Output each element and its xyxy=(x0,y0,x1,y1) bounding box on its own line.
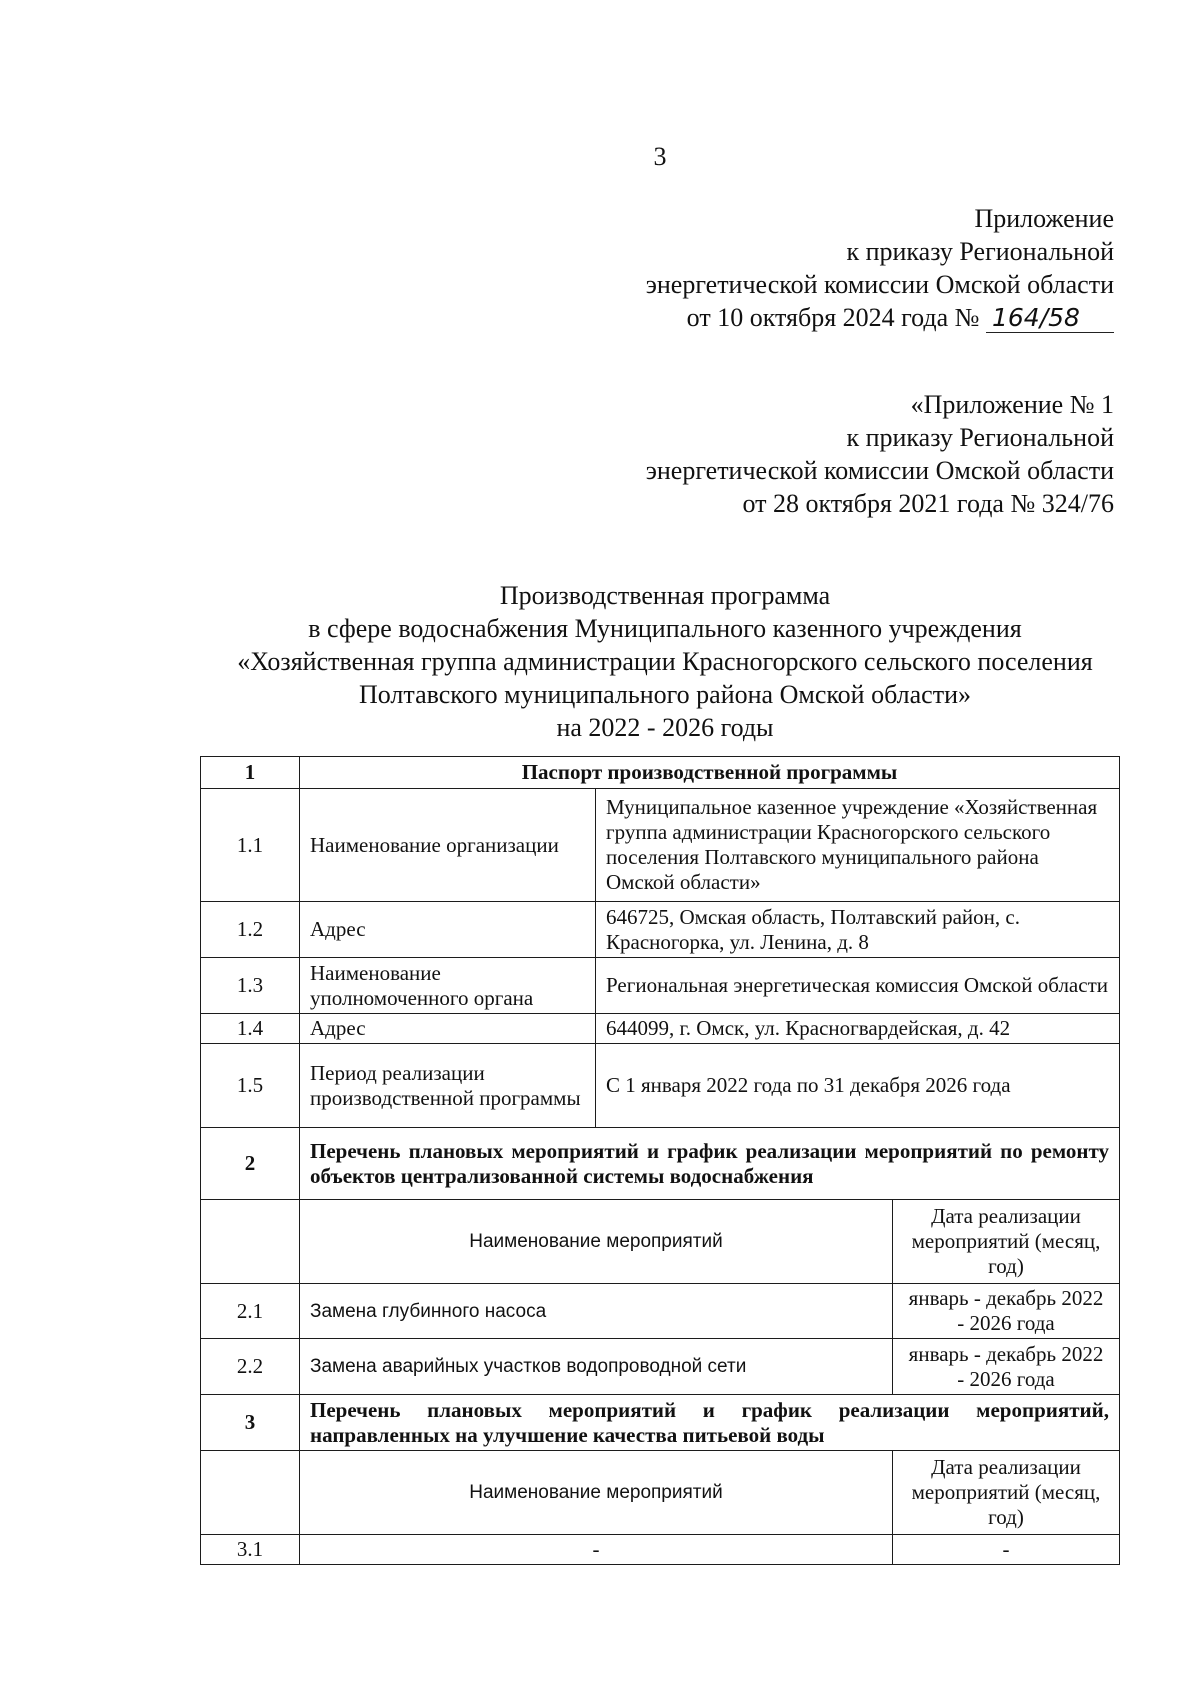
page-number: 3 xyxy=(653,142,667,171)
row-activity: Замена аварийных участков водопроводной сети xyxy=(300,1339,893,1395)
table-row xyxy=(201,1014,1120,1044)
program-table xyxy=(200,756,1120,1565)
table-header-row xyxy=(201,1200,1120,1284)
row-value: 644099, г. Омск, ул. Красногвардейская, д. 42 xyxy=(596,1014,1120,1044)
row-label: Адрес xyxy=(300,902,596,958)
row-date: - xyxy=(893,1535,1120,1565)
title-line: на 2022 - 2026 годы xyxy=(556,713,774,742)
table-row xyxy=(201,958,1120,1014)
row-activity: - xyxy=(300,1535,893,1565)
section-number: 2 xyxy=(201,1128,300,1200)
section-title: Перечень плановых мероприятий и график реализации мероприятий по ремонту объектов централизованной системы водоснабжения xyxy=(300,1128,1120,1200)
row-number: 1.4 xyxy=(201,1014,300,1044)
title-line: в сфере водоснабжения Муниципального казенного учреждения xyxy=(308,614,1022,643)
table-header-row xyxy=(201,1451,1120,1535)
section-title: Перечень плановых мероприятий и график реализации мероприятий, направленных на улучшение качества питьевой воды xyxy=(300,1395,1120,1451)
column-header-date: Дата реализации мероприятий (месяц, год) xyxy=(893,1200,1120,1284)
row-value: Муниципальное казенное учреждение «Хозяйственная группа администрации Красногорского сельского поселения Полтавского муниципального района Омской области» xyxy=(596,789,1120,902)
appendix-line: от 28 октября 2021 года № 324/76 xyxy=(742,489,1114,518)
row-number: 1.3 xyxy=(201,958,300,1014)
table-row xyxy=(201,1535,1120,1565)
title-line: Производственная программа xyxy=(499,581,831,610)
row-activity: Замена глубинного насоса xyxy=(300,1284,893,1339)
row-label: Наименование уполномоченного органа xyxy=(300,958,596,1014)
section-title: Паспорт производственной программы xyxy=(300,757,1120,789)
row-value: 646725, Омская область, Полтавский район, с. Красногорка, ул. Ленина, д. 8 xyxy=(596,902,1120,958)
section-number: 3 xyxy=(201,1395,300,1451)
appendix-line: Приложение xyxy=(974,204,1114,233)
empty-cell xyxy=(201,1200,300,1284)
row-label: Наименование организации xyxy=(300,789,596,902)
title-line: «Хозяйственная группа администрации Красногорского сельского поселения xyxy=(237,647,1093,676)
row-date: январь - декабрь 2022 - 2026 года xyxy=(893,1339,1120,1395)
appendix-line: энергетической комиссии Омской области xyxy=(645,456,1114,485)
row-number: 1.1 xyxy=(201,789,300,902)
row-value: Региональная энергетическая комиссия Омской области xyxy=(596,958,1120,1014)
appendix-date-text: от 10 октября 2024 года № xyxy=(686,303,980,332)
row-label: Адрес xyxy=(300,1014,596,1044)
row-number: 2.2 xyxy=(201,1339,300,1395)
appendix-original-order xyxy=(646,388,1114,520)
row-number: 1.5 xyxy=(201,1044,300,1128)
table-row xyxy=(201,1339,1120,1395)
title-line: Полтавского муниципального района Омской области» xyxy=(359,680,971,709)
row-label: Период реализации производственной программы xyxy=(300,1044,596,1128)
table-row xyxy=(201,902,1120,958)
appendix-line: к приказу Региональной xyxy=(846,237,1114,266)
column-header-date: Дата реализации мероприятий (месяц, год) xyxy=(893,1451,1120,1535)
column-header-name: Наименование мероприятий xyxy=(300,1451,893,1535)
appendix-line: «Приложение № 1 xyxy=(910,390,1114,419)
appendix-line: к приказу Региональной xyxy=(846,423,1114,452)
appendix-line: энергетической комиссии Омской области xyxy=(645,270,1114,299)
handwritten-order-number: 164/58 xyxy=(986,304,1114,333)
document-title xyxy=(170,579,1160,744)
section-row xyxy=(201,1395,1120,1451)
table-row xyxy=(201,1284,1120,1339)
appendix-date-line xyxy=(646,301,1114,334)
section-row xyxy=(201,1128,1120,1200)
row-number: 2.1 xyxy=(201,1284,300,1339)
section-number: 1 xyxy=(201,757,300,789)
row-number: 3.1 xyxy=(201,1535,300,1565)
appendix-current-order xyxy=(646,202,1114,334)
table-row xyxy=(201,789,1120,902)
row-date: январь - декабрь 2022 - 2026 года xyxy=(893,1284,1120,1339)
column-header-name: Наименование мероприятий xyxy=(300,1200,893,1284)
section-row xyxy=(201,757,1120,789)
empty-cell xyxy=(201,1451,300,1535)
row-value: С 1 января 2022 года по 31 декабря 2026 года xyxy=(596,1044,1120,1128)
row-number: 1.2 xyxy=(201,902,300,958)
table-row xyxy=(201,1044,1120,1128)
